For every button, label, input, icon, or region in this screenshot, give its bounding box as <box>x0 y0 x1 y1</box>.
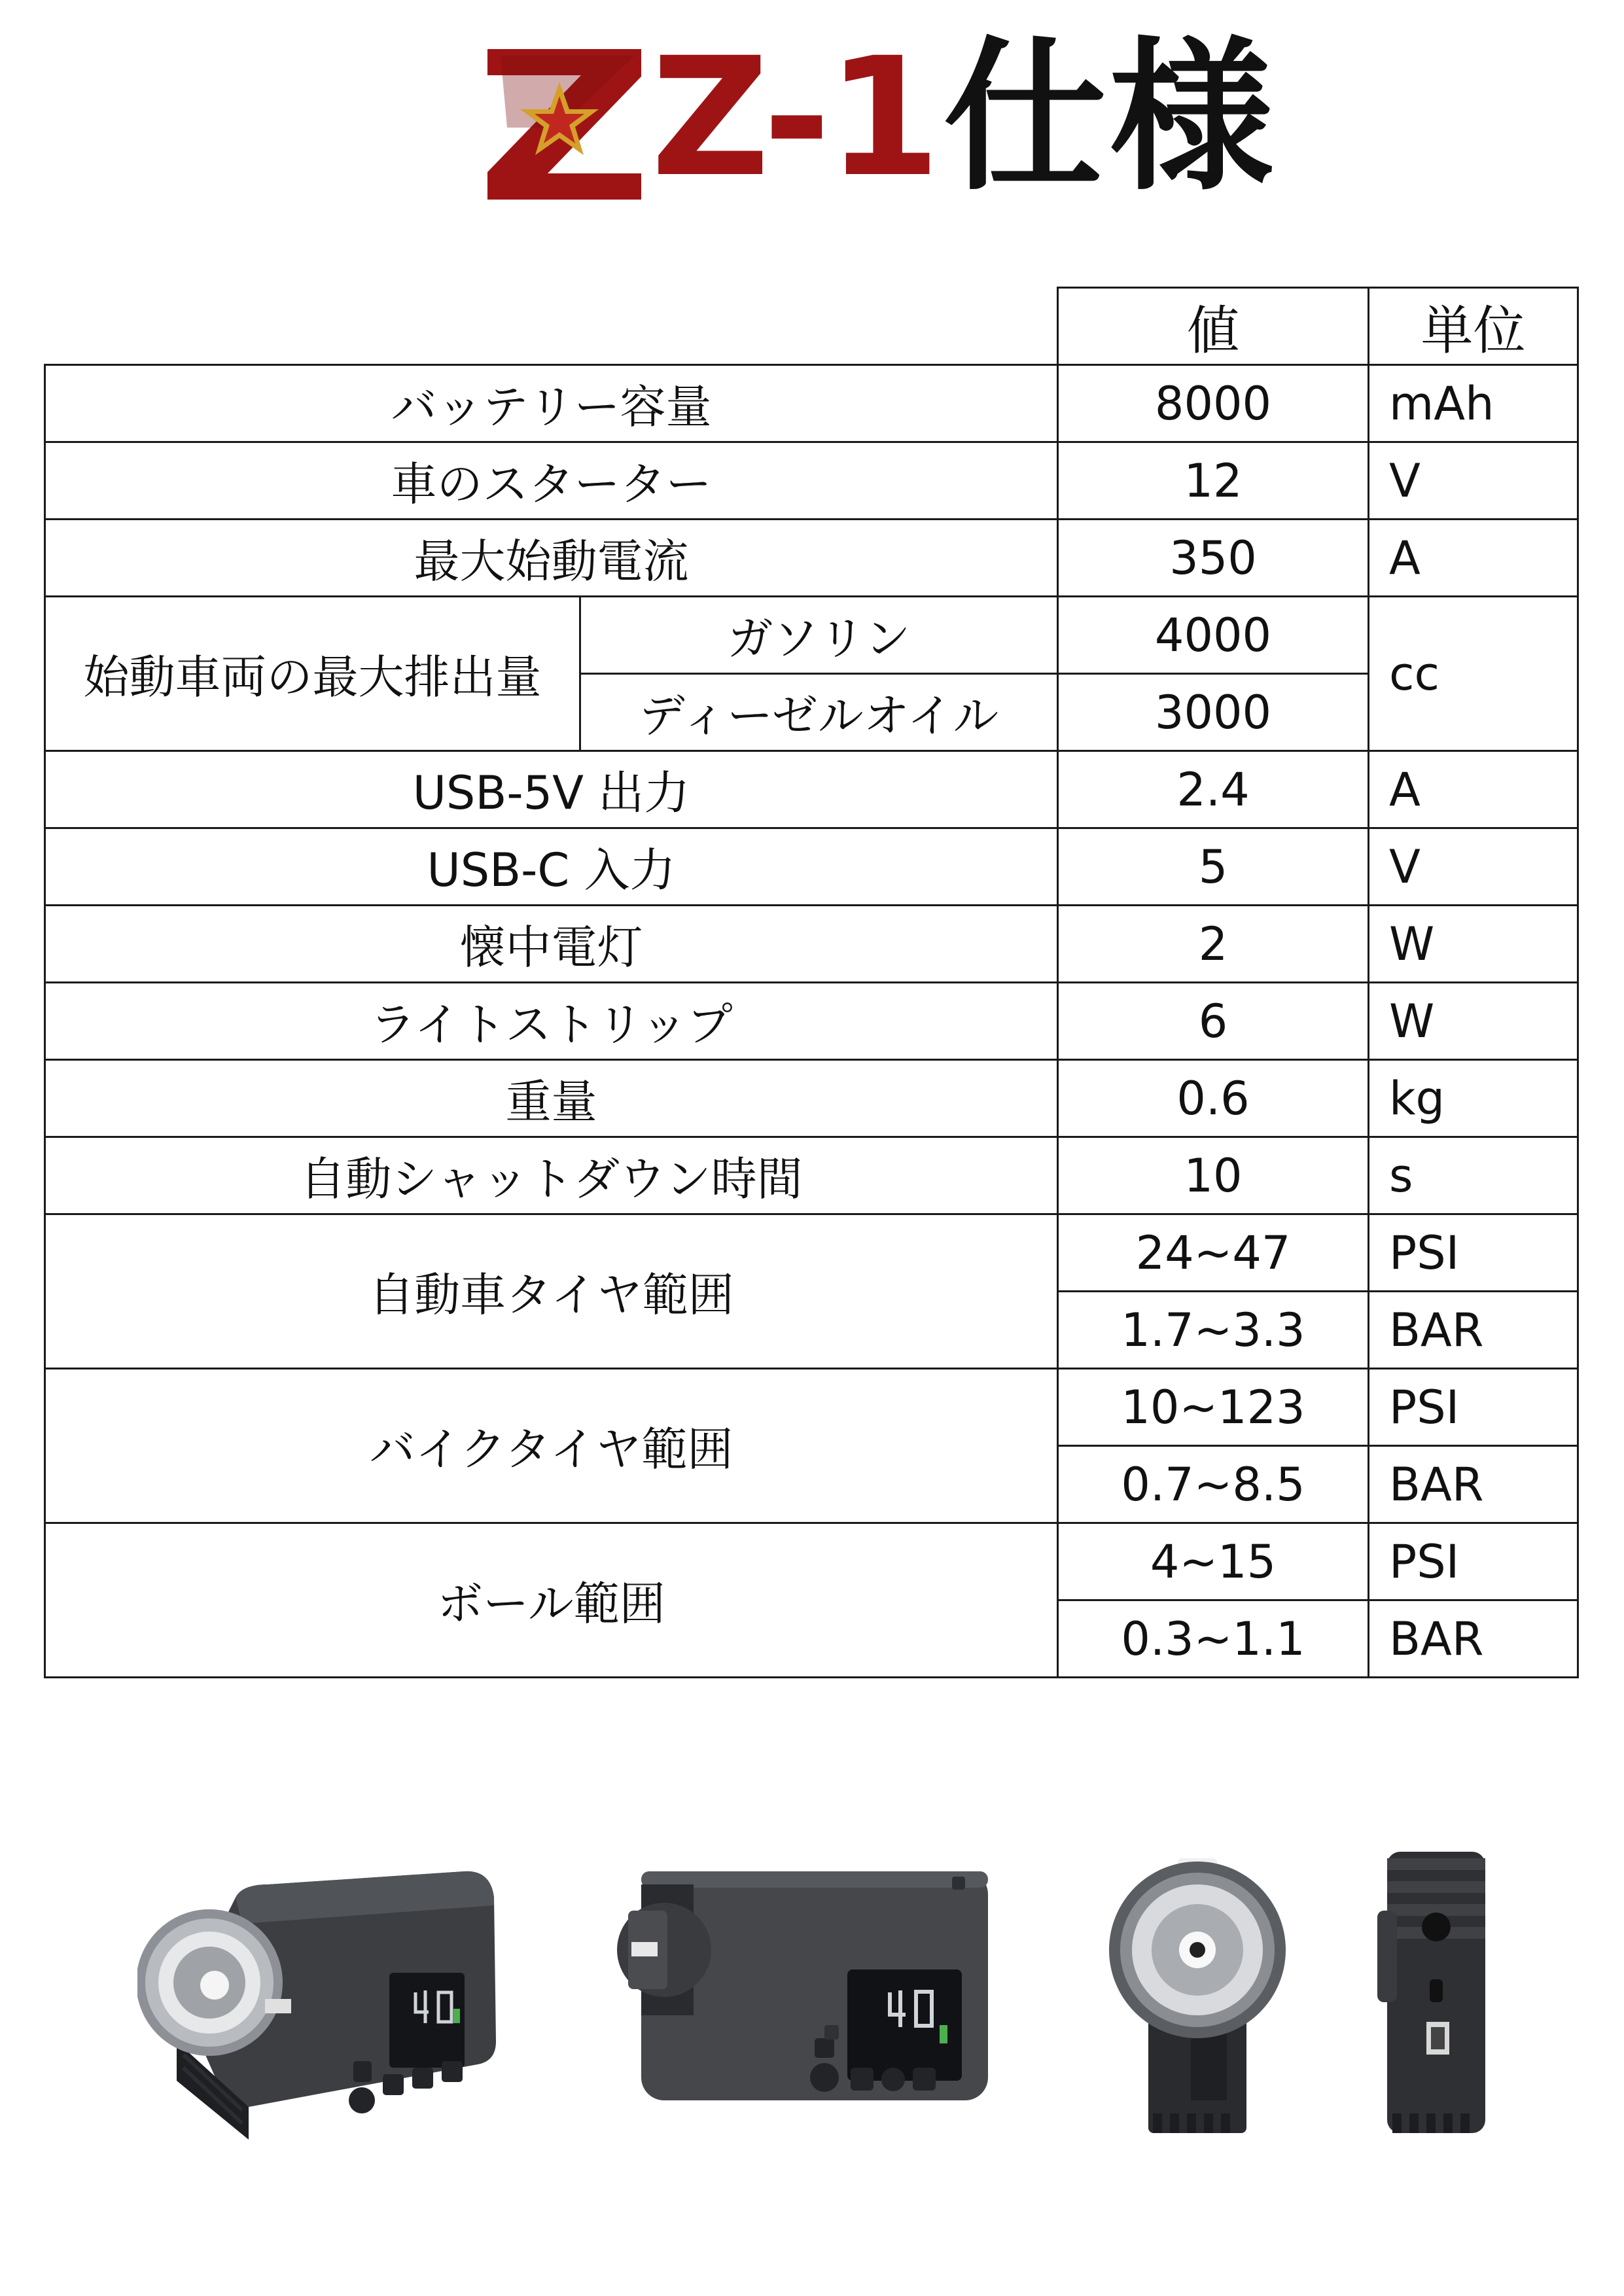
spec-unit: PSI <box>1369 1369 1578 1446</box>
spec-value: 10~123 <box>1058 1369 1369 1446</box>
logo-title-text: 仕様 <box>943 22 1276 213</box>
spec-value: 6 <box>1058 983 1369 1060</box>
table-row <box>45 1137 1578 1214</box>
spec-unit: BAR <box>1369 1600 1578 1678</box>
spec-label: 自動シャットダウン時間 <box>45 1137 1058 1214</box>
spec-sublabel: ガソリン <box>580 597 1058 674</box>
spec-unit: kg <box>1369 1060 1578 1137</box>
spec-unit: PSI <box>1369 1214 1578 1292</box>
spec-unit: BAR <box>1369 1292 1578 1369</box>
spec-label: USB-5V 出力 <box>45 751 1058 828</box>
spec-label: バッテリー容量 <box>45 365 1058 442</box>
spec-label: ボール範囲 <box>45 1523 1058 1678</box>
spec-label: 重量 <box>45 1060 1058 1137</box>
table-row <box>45 520 1578 597</box>
spec-label: 始動車両の最大排出量 <box>45 597 580 751</box>
spec-label: 最大始動電流 <box>45 520 1058 597</box>
spec-unit: V <box>1369 442 1578 520</box>
spec-label: 懐中電灯 <box>45 906 1058 983</box>
spec-value: 24~47 <box>1058 1214 1369 1292</box>
table-row <box>45 1369 1578 1446</box>
spec-value: 2.4 <box>1058 751 1369 828</box>
table-row <box>45 751 1578 828</box>
column-header-unit: 単位 <box>1369 288 1578 365</box>
spec-label: 自動車タイヤ範囲 <box>45 1214 1058 1369</box>
column-header-value: 値 <box>1058 288 1369 365</box>
table-row <box>45 1214 1578 1292</box>
table-row <box>45 828 1578 906</box>
product-view-angled-image <box>137 1845 504 2146</box>
logo-title <box>651 22 1276 213</box>
table-row <box>45 1060 1578 1137</box>
spec-value: 12 <box>1058 442 1369 520</box>
spec-unit: W <box>1369 906 1578 983</box>
table-header-row <box>45 288 1578 365</box>
spec-label: USB-C 入力 <box>45 828 1058 906</box>
product-view-back-image <box>1361 1832 1505 2146</box>
spec-value: 0.3~1.1 <box>1058 1600 1369 1678</box>
spec-unit: mAh <box>1369 365 1578 442</box>
spec-value: 4~15 <box>1058 1523 1369 1600</box>
spec-value: 10 <box>1058 1137 1369 1214</box>
product-view-side-image <box>615 1858 995 2120</box>
spec-value: 4000 <box>1058 597 1369 674</box>
spec-value: 2 <box>1058 906 1369 983</box>
z-star-logo-icon <box>487 49 641 200</box>
spec-unit: PSI <box>1369 1523 1578 1600</box>
spec-label: 車のスターター <box>45 442 1058 520</box>
spec-unit: W <box>1369 983 1578 1060</box>
table-row <box>45 365 1578 442</box>
table-row <box>45 906 1578 983</box>
spec-unit: BAR <box>1369 1446 1578 1523</box>
spec-unit: s <box>1369 1137 1578 1214</box>
spec-unit: A <box>1369 520 1578 597</box>
spec-table <box>44 287 1579 1678</box>
table-row <box>45 597 1578 674</box>
spec-unit: cc <box>1369 597 1578 751</box>
spec-label: バイクタイヤ範囲 <box>45 1369 1058 1523</box>
spec-value: 3000 <box>1058 674 1369 751</box>
spec-value: 0.6 <box>1058 1060 1369 1137</box>
product-images <box>0 1806 1624 2172</box>
spec-value: 5 <box>1058 828 1369 906</box>
spec-value: 8000 <box>1058 365 1369 442</box>
table-row <box>45 983 1578 1060</box>
logo-model-text: Z-1 <box>651 22 937 213</box>
spec-value: 1.7~3.3 <box>1058 1292 1369 1369</box>
spec-unit: A <box>1369 751 1578 828</box>
spec-sublabel: ディーゼルオイル <box>580 674 1058 751</box>
spec-value: 0.7~8.5 <box>1058 1446 1369 1523</box>
table-row <box>45 1523 1578 1600</box>
product-view-front-image <box>1099 1832 1296 2146</box>
table-row <box>45 442 1578 520</box>
spec-unit: V <box>1369 828 1578 906</box>
spec-label: ライトストリップ <box>45 983 1058 1060</box>
page-header <box>0 0 1624 249</box>
table-corner <box>45 288 1058 365</box>
spec-value: 350 <box>1058 520 1369 597</box>
